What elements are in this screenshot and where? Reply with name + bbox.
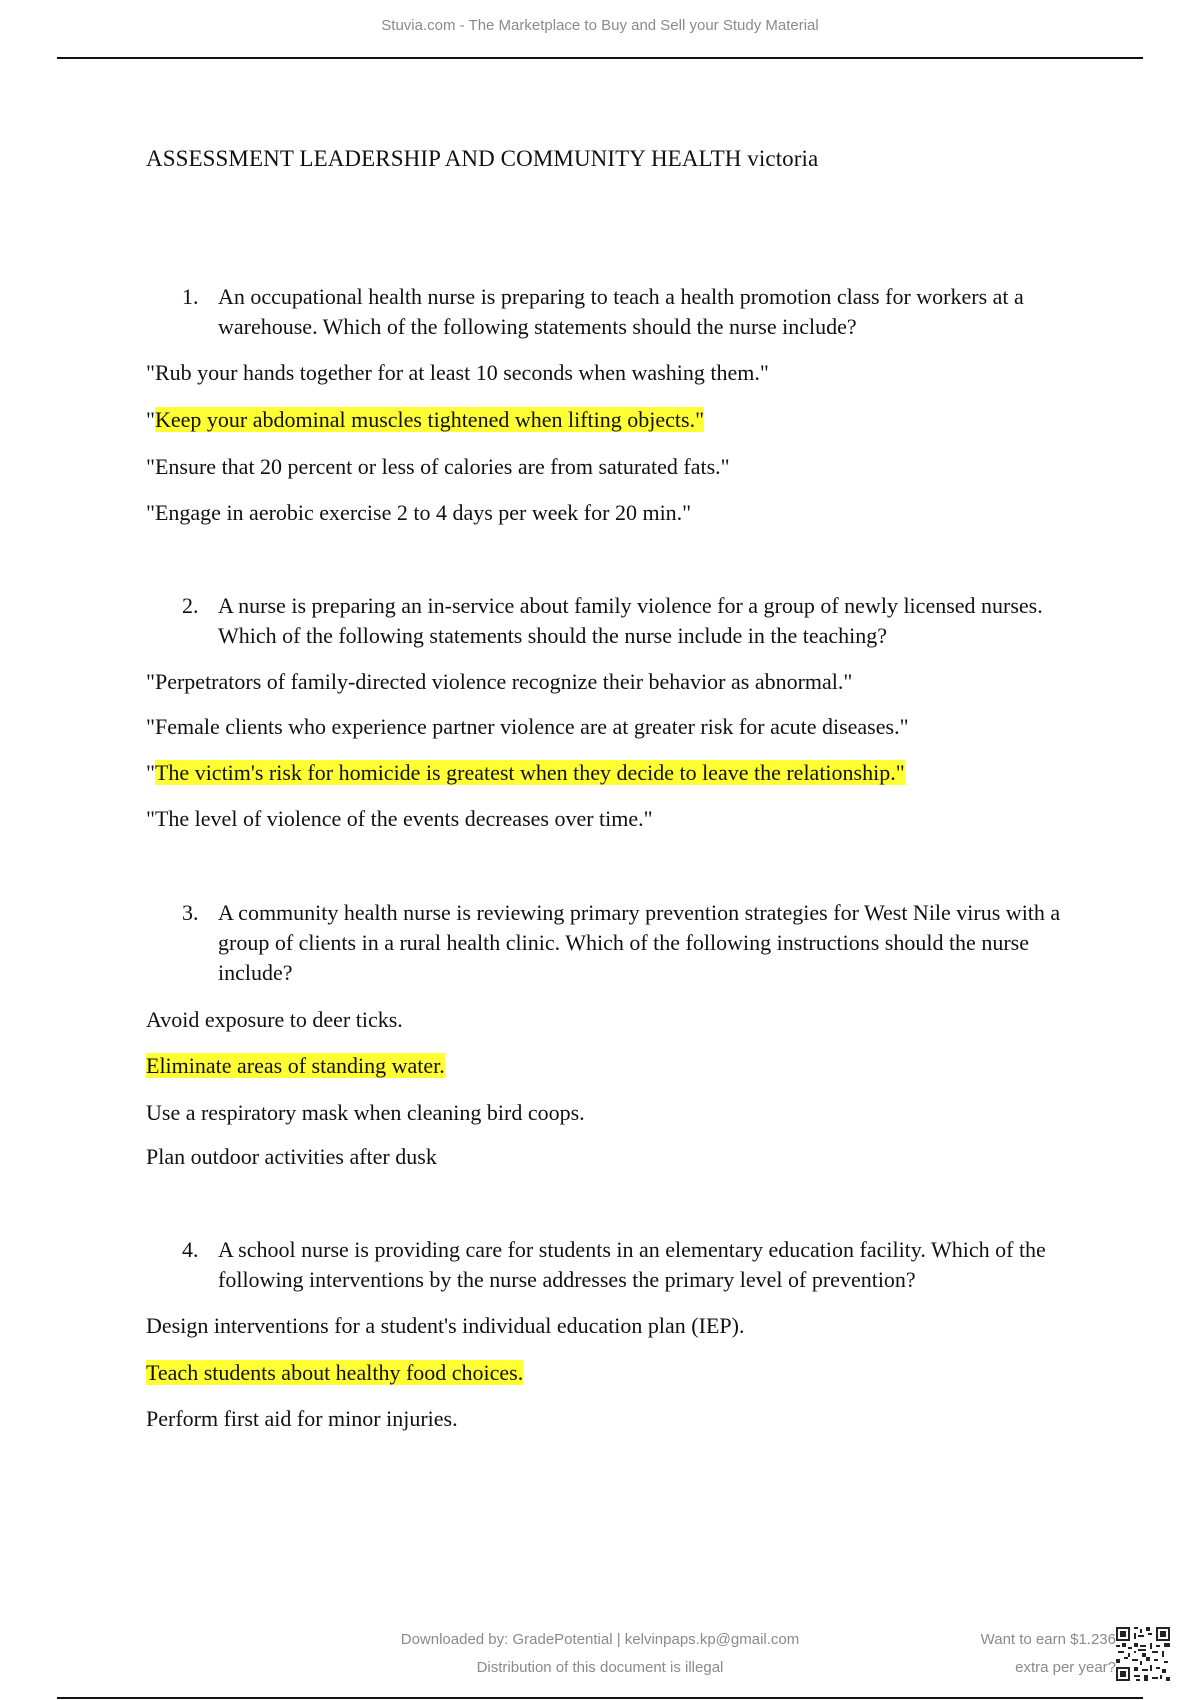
answer-option: Plan outdoor activities after dusk <box>146 1144 437 1169</box>
question-3 <box>146 898 1090 988</box>
footer-divider <box>57 1697 1143 1699</box>
document-title: ASSESSMENT LEADERSHIP AND COMMUNITY HEALTH victoria <box>146 146 819 171</box>
qr-code-icon[interactable] <box>1116 1627 1170 1681</box>
question-text: A school nurse is providing care for students in an elementary education facility. Which of the following interventions by the nurse addresses the primary level of prevention? <box>218 1237 1046 1292</box>
answer-option-correct <box>146 1358 523 1388</box>
question-2 <box>146 591 1090 651</box>
downloaded-by-text: Downloaded by: GradePotential | kelvinpaps.kp@gmail.com <box>400 1631 800 1648</box>
question-text: A nurse is preparing an in-service about family violence for a group of newly licensed nurses. Which of the following statements should the nurse include in the teaching? <box>218 593 1043 648</box>
open-quote: " <box>146 407 155 432</box>
page-header-text: Stuvia.com - The Marketplace to Buy and Sell your Study Material <box>381 17 819 34</box>
answer-option-correct <box>146 758 905 788</box>
question-4 <box>146 1235 1090 1295</box>
answer-option-correct <box>146 405 704 435</box>
highlighted-answer: The victim's risk for homicide is greatest when they decide to leave the relationship." <box>154 760 905 785</box>
open-quote: " <box>146 760 155 785</box>
answer-option: "Engage in aerobic exercise 2 to 4 days per week for 20 min." <box>146 500 692 525</box>
highlighted-answer: Teach students about healthy food choices. <box>146 1360 524 1385</box>
answer-option: "Perpetrators of family-directed violence recognize their behavior as abnormal." <box>146 669 853 694</box>
question-text: A community health nurse is reviewing primary prevention strategies for West Nile virus with a group of clients in a rural health clinic. Which of the following instructions should the nurse include? <box>218 900 1061 985</box>
question-number: 3. <box>182 900 199 925</box>
earn-promo-line2[interactable]: extra per year? <box>1015 1659 1116 1676</box>
distribution-notice: Distribution of this document is illegal <box>476 1659 724 1676</box>
question-number: 1. <box>182 284 199 309</box>
answer-option-correct <box>146 1051 445 1081</box>
header-divider <box>57 57 1143 59</box>
answer-option: Use a respiratory mask when cleaning bird coops. <box>146 1100 585 1125</box>
question-number: 4. <box>182 1237 199 1262</box>
question-number: 2. <box>182 593 199 618</box>
answer-option: "The level of violence of the events decreases over time." <box>146 806 653 831</box>
question-1 <box>146 282 1090 342</box>
answer-option: "Female clients who experience partner violence are at greater risk for acute diseases." <box>146 714 909 739</box>
answer-option: "Ensure that 20 percent or less of calories are from saturated fats." <box>146 454 730 479</box>
highlighted-answer: Keep your abdominal muscles tightened when lifting objects." <box>154 407 705 432</box>
answer-option: "Rub your hands together for at least 10 seconds when washing them." <box>146 360 769 385</box>
highlighted-answer: Eliminate areas of standing water. <box>146 1053 445 1078</box>
question-text: An occupational health nurse is preparing to teach a health promotion class for workers at a warehouse. Which of the following statements should the nurse include? <box>218 284 1024 339</box>
answer-option: Perform first aid for minor injuries. <box>146 1406 458 1431</box>
answer-option: Avoid exposure to deer ticks. <box>146 1007 403 1032</box>
answer-option: Design interventions for a student's individual education plan (IEP). <box>146 1313 745 1338</box>
earn-promo-line1[interactable]: Want to earn $1.236 <box>980 1631 1116 1648</box>
